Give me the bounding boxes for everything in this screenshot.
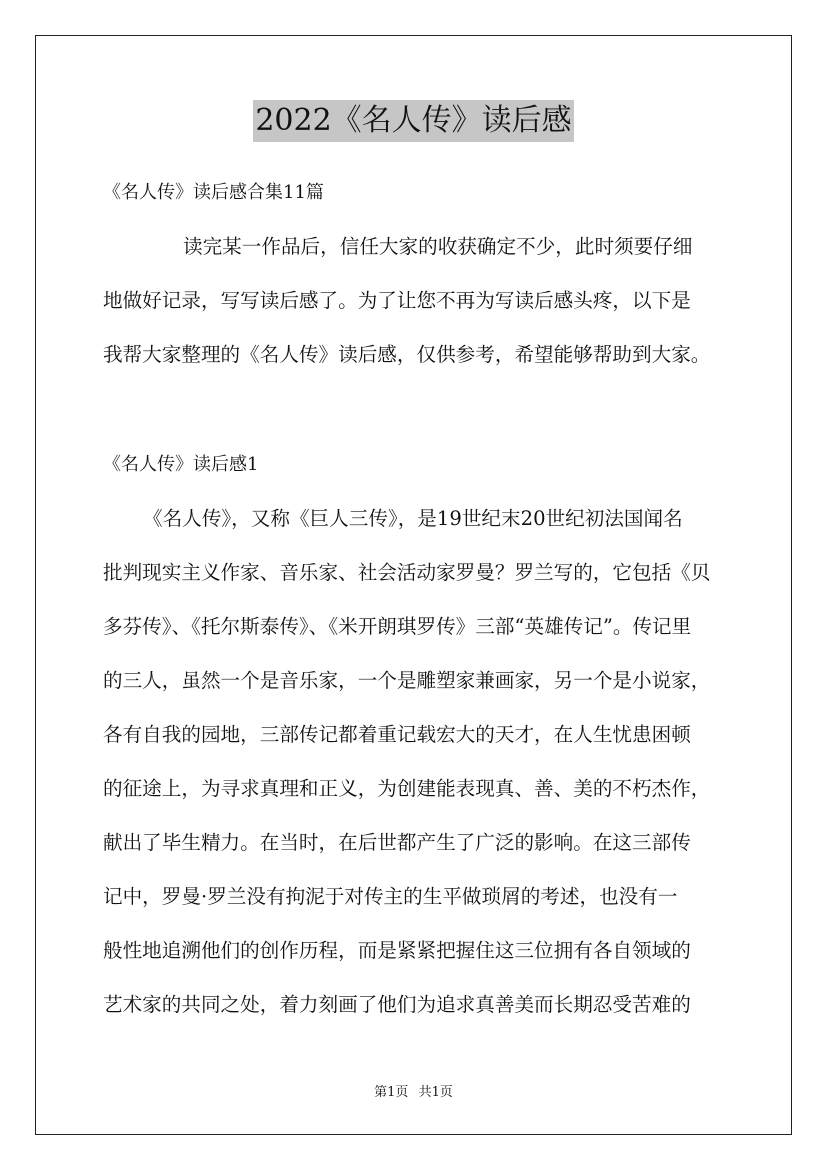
section-heading: 《名人传》读后感1 bbox=[103, 454, 259, 475]
intro-line-2: 地做好记录，写写读后感了。为了让您不再为写读后感头疼，以下是 bbox=[103, 289, 691, 312]
document-title: 2022《名人传》读后感 bbox=[253, 100, 573, 142]
body-line-3: 多芬传》、《托尔斯泰传》、《米开朗琪罗传》三部“英雄传记”。传记里 bbox=[103, 615, 692, 638]
body-line-1: 《名人传》，又称《巨人三传》，是19世纪末20世纪初法国闻名 bbox=[143, 507, 683, 530]
page-total: 共1页 bbox=[418, 1085, 453, 1100]
title-container bbox=[0, 100, 827, 142]
body-line-8: 记中，罗曼·罗兰没有拘泥于对传主的生平做琐屑的考述，也没有一 bbox=[103, 885, 678, 908]
page-number: 第1页 bbox=[374, 1085, 409, 1100]
page-footer bbox=[0, 1084, 827, 1102]
body-line-4: 的三人，虽然一个是音乐家，一个是雕塑家兼画家，另一个是小说家， bbox=[103, 669, 711, 692]
document-subtitle: 《名人传》读后感合集11篇 bbox=[103, 182, 324, 203]
body-line-6: 的征途上，为寻求真理和正义，为创建能表现真、善、美的不朽杰作， bbox=[103, 777, 711, 800]
body-line-9: 般性地追溯他们的创作历程，而是紧紧把握住这三位拥有各自领域的 bbox=[103, 939, 691, 962]
body-line-5: 各有自我的园地，三部传记都着重记载宏大的天才，在人生忧患困顿 bbox=[103, 723, 691, 746]
intro-line-3: 我帮大家整理的《名人传》读后感，仅供参考，希望能够帮助到大家。 bbox=[103, 343, 711, 366]
body-line-10: 艺术家的共同之处，着力刻画了他们为追求真善美而长期忍受苦难的 bbox=[103, 993, 691, 1016]
body-line-2: 批判现实主义作家、音乐家、社会活动家罗曼？罗兰写的，它包括《贝 bbox=[103, 561, 711, 584]
body-line-7: 献出了毕生精力。在当时，在后世都产生了广泛的影响。在这三部传 bbox=[103, 831, 691, 854]
intro-line-1: 读完某一作品后，信任大家的收获确定不少，此时须要仔细 bbox=[183, 235, 693, 258]
